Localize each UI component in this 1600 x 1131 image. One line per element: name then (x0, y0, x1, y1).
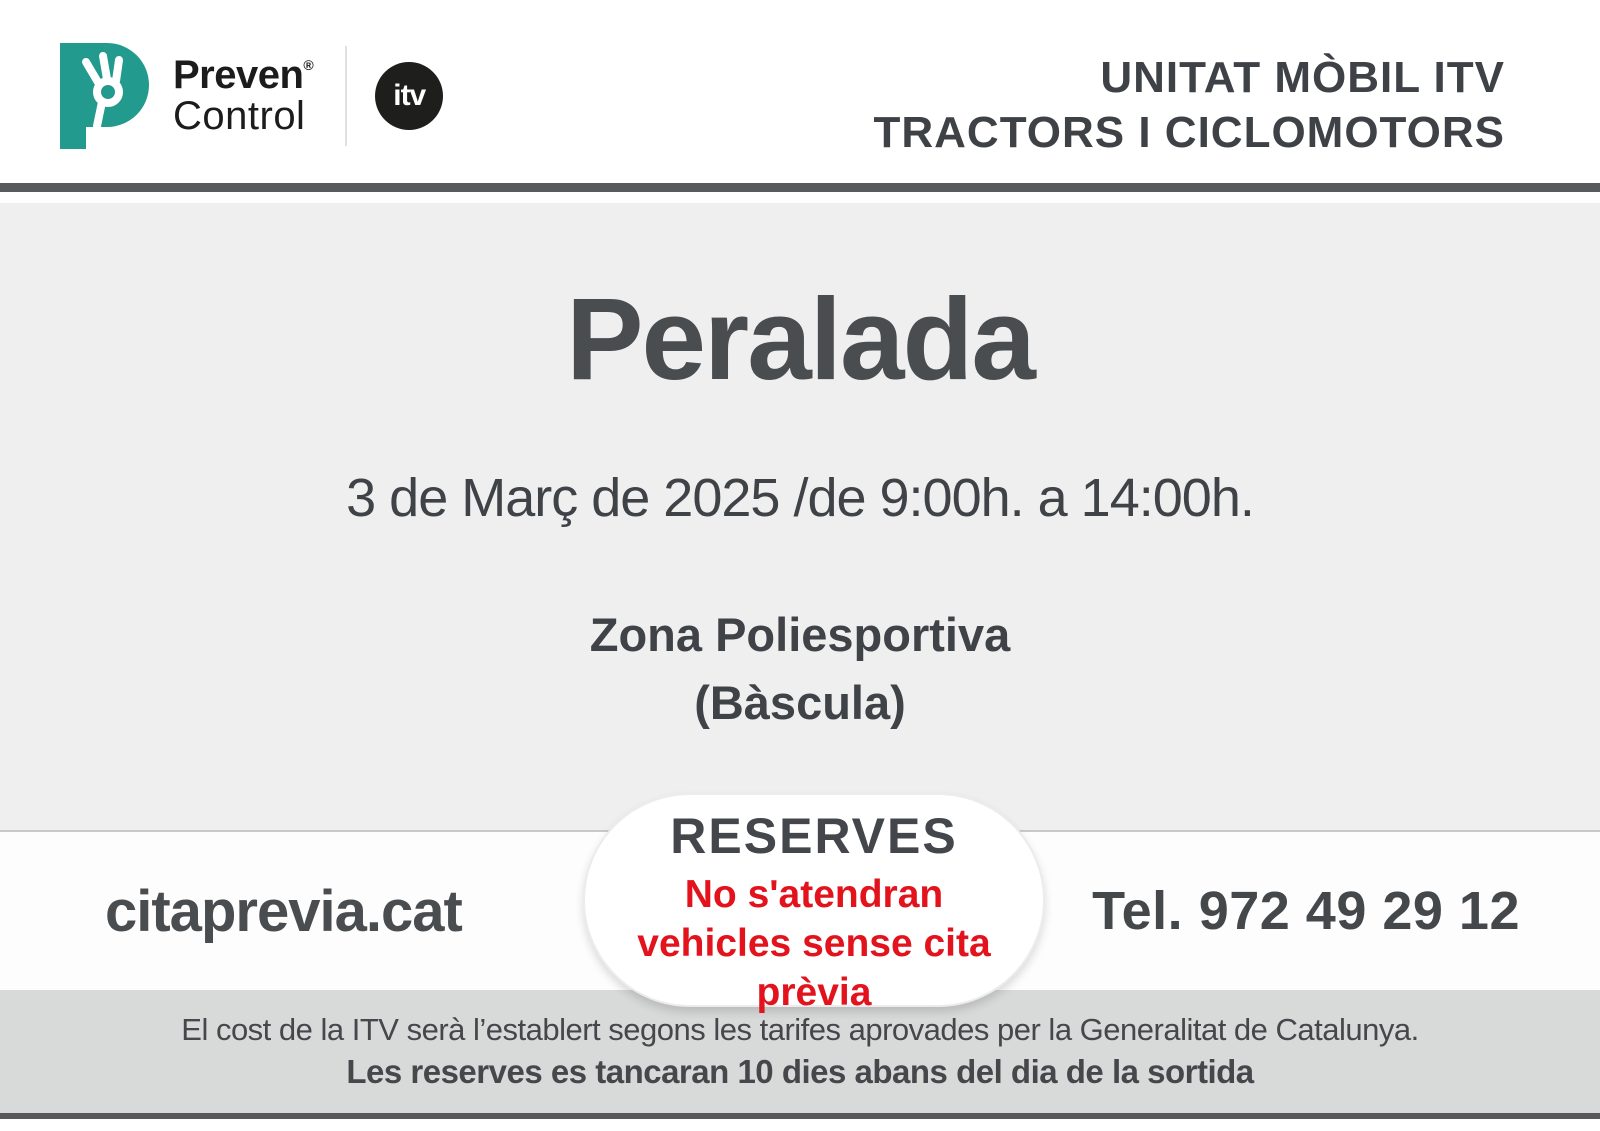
brand-name-top: Preven® (173, 53, 314, 98)
footer-closing-note: Les reserves es tancaran 10 dies abans del dia de la sortida (346, 1053, 1254, 1090)
venue-line2: (Bàscula) (694, 676, 906, 730)
reserves-warning: No s'atendran vehicles sense cita prèvia (637, 873, 991, 1014)
brand-logos (55, 42, 443, 150)
registered-mark: ® (303, 57, 314, 74)
header (0, 0, 1600, 183)
header-title-line1: UNITAT MÒBIL ITV (1100, 53, 1505, 102)
date-time-line: 3 de Març de 2025 /de 9:00h. a 14:00h. (346, 468, 1254, 528)
reserves-title: RESERVES (670, 808, 958, 864)
itv-logo (375, 62, 443, 130)
booking-phone: Tel. 972 49 29 12 (1092, 881, 1520, 941)
header-divider (0, 183, 1600, 192)
bottom-divider (0, 1113, 1600, 1119)
event-info-panel (0, 203, 1600, 832)
venue (0, 601, 1600, 737)
prevencontrol-logo-icon (55, 42, 151, 150)
venue-line1: Zona Poliesportiva (589, 608, 1011, 661)
booking-website: citaprevia.cat (105, 878, 462, 944)
itv-logo-label: itv (393, 79, 426, 112)
header-title (874, 42, 1506, 160)
brand-name-bottom: Control (173, 94, 306, 138)
location-title: Peralada (566, 274, 1034, 404)
reserves-bubble (583, 793, 1045, 1014)
brand-wordmark (173, 55, 313, 137)
footer-cost-note: El cost de la ITV serà l’establert segons les tarifes aprovades per la Generalitat de Catalunya. (181, 1012, 1419, 1047)
logo-divider (345, 46, 347, 146)
header-title-line2: TRACTORS I CICLOMOTORS (873, 108, 1505, 157)
